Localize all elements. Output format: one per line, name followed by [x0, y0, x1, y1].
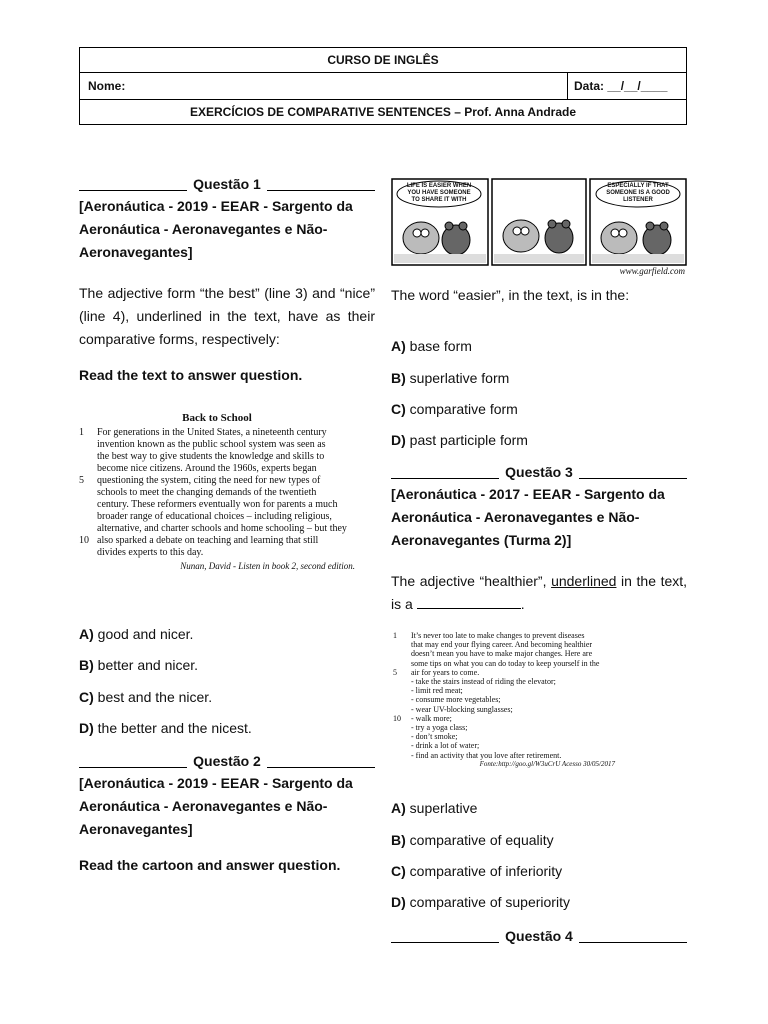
- passage-line: [79, 511, 355, 523]
- line-text: some tips on what you can do today to keep yourself in the: [411, 658, 600, 668]
- line-number: [393, 723, 411, 732]
- header-table: [79, 47, 687, 125]
- q2-option-d[interactable]: D) past participle form: [391, 432, 528, 448]
- exercise-title: EXERCÍCIOS DE COMPARATIVE SENTENCES – Prof. Anna Andrade: [189, 105, 577, 119]
- passage-line: [393, 741, 615, 750]
- q2-option-a[interactable]: A) base form: [391, 338, 472, 354]
- q3-option-b[interactable]: B) comparative of equality: [391, 832, 554, 848]
- speech-bubble-1: LIFE IS EASIER WHEN YOU HAVE SOMEONE TO SHARE IT WITH: [406, 183, 472, 203]
- line-text: - limit red meat;: [411, 686, 463, 696]
- question-3-heading: [391, 463, 687, 481]
- q3-option-d[interactable]: D) comparative of superiority: [391, 894, 570, 910]
- line-number: 1: [79, 427, 84, 438]
- question-2-instruction: Read the cartoon and answer question.: [79, 857, 341, 873]
- passage-line: [79, 427, 355, 439]
- line-text: It’s never too late to make changes to prevent diseases: [411, 631, 585, 640]
- passage-line: [393, 640, 615, 649]
- passage-line: [393, 649, 615, 658]
- q1-option-c[interactable]: C) best and the nicer.: [79, 689, 213, 705]
- line-text: century. These reformers eventually won for parents a much: [97, 499, 338, 510]
- passage-line: [393, 751, 615, 760]
- passage-title: Back to School: [182, 412, 252, 424]
- passage-line: [79, 499, 355, 511]
- question-4-block: [391, 927, 687, 945]
- passage-line: [79, 439, 355, 451]
- passage-line: [393, 723, 615, 732]
- passage-line: [79, 523, 355, 535]
- question-2-block: [79, 752, 375, 873]
- line-number: 5: [393, 667, 397, 677]
- line-text: - consume more vegetables;: [411, 695, 501, 705]
- q3-option-a[interactable]: A) superlative: [391, 800, 478, 816]
- cartoon-credit: www.garfield.com: [619, 266, 685, 276]
- question-1-instruction: Read the text to answer question.: [79, 367, 303, 383]
- passage-back-to-school: [79, 412, 355, 572]
- passage-citation: Nunan, David - Listen in book 2, second edition.: [180, 561, 355, 571]
- question-3-title: Questão 3: [505, 464, 573, 480]
- line-number: [79, 463, 97, 475]
- line-number: [79, 547, 97, 559]
- passage-line: [79, 463, 355, 475]
- passage-line: [393, 732, 615, 741]
- line-text: - don’t smoke;: [411, 732, 458, 742]
- question-2-stem: The word “easier”, in the text, is in the:: [391, 287, 630, 303]
- question-1-source: [Aeronáutica - 2019 - EEAR - Sargento da Aeronáutica - Aeronavegantes e Não-Aeronavegantes]: [79, 198, 353, 260]
- line-number: 10: [393, 713, 401, 723]
- line-number: [79, 511, 97, 523]
- line-number: [79, 487, 97, 499]
- q1-option-b[interactable]: B) better and nicer.: [79, 657, 199, 673]
- line-text: questioning the system, citing the need for new types of: [97, 475, 321, 486]
- line-number: [393, 705, 411, 714]
- line-text: - walk more;: [411, 713, 452, 723]
- line-number: [79, 451, 97, 463]
- line-number: [393, 640, 411, 649]
- line-number: [79, 499, 97, 511]
- line-text: invention known as the public school system was seen as: [97, 439, 326, 450]
- left-column: [79, 175, 375, 383]
- line-number: 1: [393, 631, 397, 640]
- line-text: - take the stairs instead of riding the elevator;: [411, 677, 556, 687]
- line-number: [393, 649, 411, 658]
- line-text: doesn’t mean you have to make major changes. Here are: [411, 649, 593, 659]
- garfield-cartoon: [391, 178, 687, 278]
- passage-lines: [79, 427, 355, 559]
- line-text: air for years to come.: [411, 667, 480, 677]
- line-text: become nice citizens. Around the 1960s, experts began: [97, 463, 317, 474]
- question-2-source: [Aeronáutica - 2019 - EEAR - Sargento da Aeronáutica - Aeronavegantes e Não-Aeronavegantes]: [79, 775, 353, 837]
- passage-line: [79, 451, 355, 463]
- passage-line: [79, 487, 355, 499]
- passage-line: [393, 686, 615, 695]
- line-text: broader range of educational choices – including religious,: [97, 511, 332, 522]
- question-1-stem: The adjective form “the best” (line 3) and “nice” (line 4), underlined in the text, have as their comparative forms, respectively:: [79, 285, 375, 347]
- line-number: 5: [79, 475, 84, 486]
- q3-option-c[interactable]: C) comparative of inferiority: [391, 863, 563, 879]
- question-4-title: Questão 4: [505, 928, 573, 944]
- question-3-source: [Aeronáutica - 2017 - EEAR - Sargento da Aeronáutica - Aeronavegantes e Não-Aeronavegantes (Turma 2)]: [391, 486, 665, 548]
- line-text: - drink a lot of water;: [411, 741, 480, 751]
- question-2-title: Questão 2: [193, 753, 261, 769]
- line-number: [393, 751, 411, 760]
- question-2-heading: [79, 752, 375, 770]
- passage-line: [79, 475, 355, 487]
- passage-line: [393, 714, 615, 723]
- passage-line: [393, 659, 615, 668]
- line-text: - find an activity that you love after retirement.: [411, 750, 562, 760]
- question-3-stem: The adjective “healthier”, underlined in the text, is a .: [391, 573, 688, 612]
- passage-line: [79, 535, 355, 547]
- line-text: schools to meet the changing demands of the twentieth: [97, 487, 317, 498]
- line-number: [393, 741, 411, 750]
- line-text: alternative, and charter schools and home schooling – but they: [97, 523, 347, 534]
- passage-lines: [393, 631, 615, 760]
- q1-option-d[interactable]: D) the better and the nicest.: [79, 720, 252, 736]
- line-number: [393, 732, 411, 741]
- line-text: divides experts to this day.: [97, 547, 204, 558]
- passage-line: [393, 695, 615, 704]
- line-number: 10: [79, 535, 89, 546]
- line-text: the best way to give students the knowledge and skills to: [97, 451, 325, 462]
- speech-bubble-2: ESPECIALLY IF THAT SOMEONE IS A GOOD LISTENER: [606, 183, 670, 203]
- q2-option-b[interactable]: B) superlative form: [391, 370, 510, 386]
- passage-health: [393, 631, 615, 769]
- line-number: [79, 439, 97, 451]
- line-number: [393, 659, 411, 668]
- line-number: [393, 677, 411, 686]
- passage-citation: Fonte:http://goo.gl/W3uCrU Acesso 30/05/2017: [479, 759, 615, 768]
- line-text: also sparked a debate on teaching and learning that still: [97, 535, 319, 546]
- line-text: - try a yoga class;: [411, 723, 468, 733]
- q1-option-a[interactable]: A) good and nicer.: [79, 626, 194, 642]
- question-1-title: Questão 1: [193, 176, 261, 192]
- passage-line: [393, 668, 615, 677]
- passage-line: [393, 677, 615, 686]
- name-field-label: Nome:: [80, 73, 568, 99]
- passage-line: [393, 705, 615, 714]
- line-text: that may end your flying career. And becoming healthier: [411, 640, 593, 650]
- passage-line: [393, 631, 615, 640]
- line-text: For generations in the United States, a nineteenth century: [97, 427, 327, 438]
- line-number: [393, 686, 411, 695]
- line-number: [393, 695, 411, 704]
- question-3-block: [391, 463, 687, 616]
- line-text: - wear UV-blocking sunglasses;: [411, 704, 513, 714]
- course-title: CURSO DE INGLÊS: [80, 48, 686, 73]
- passage-line: [79, 547, 355, 559]
- line-number: [79, 523, 97, 535]
- q2-option-c[interactable]: C) comparative form: [391, 401, 518, 417]
- question-1-heading: [79, 175, 375, 193]
- question-4-heading: [391, 927, 687, 945]
- date-field-label: Data: __/__/____: [574, 79, 668, 93]
